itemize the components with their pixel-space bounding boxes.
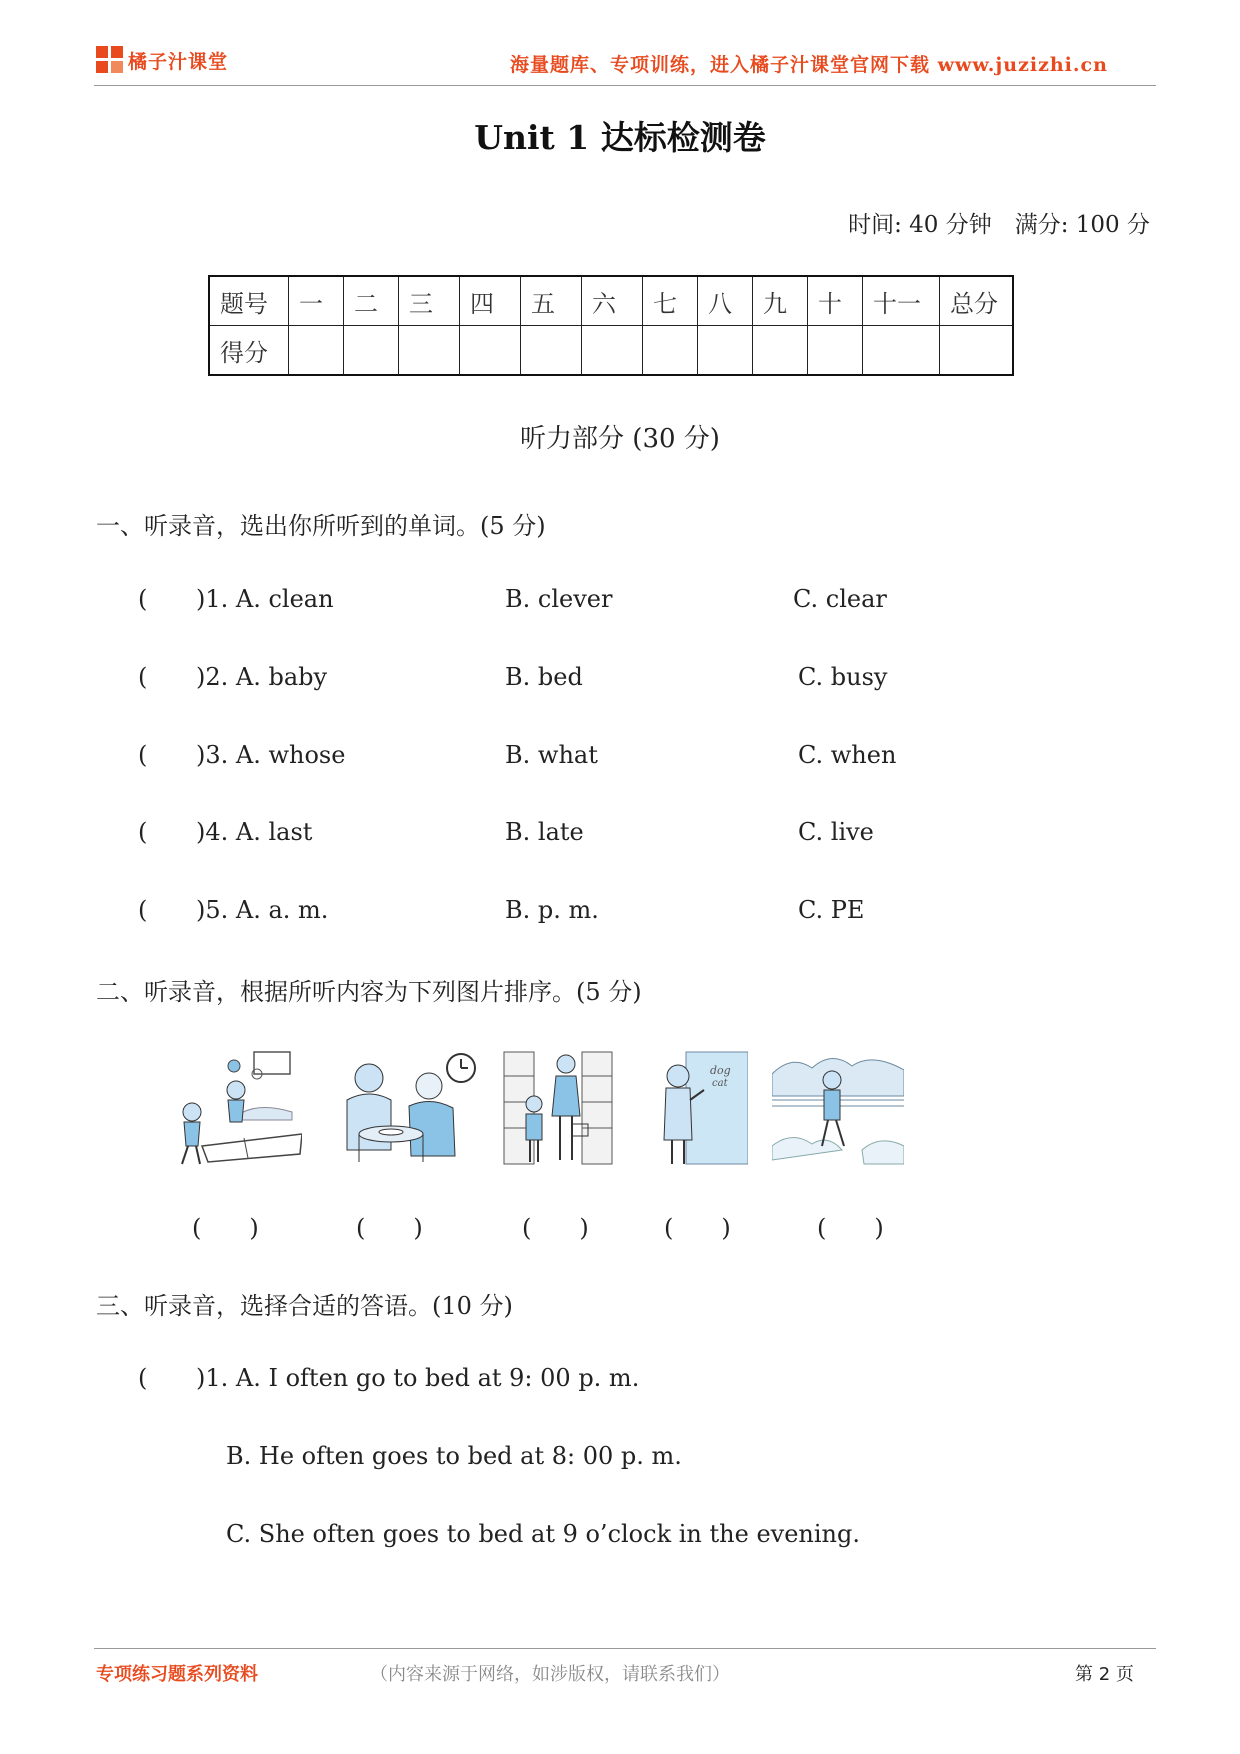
- score-input-cell[interactable]: [808, 326, 863, 376]
- q1-item-2-option-b: B. bed: [505, 663, 583, 691]
- picture-boy-walking-outdoors: [772, 1050, 904, 1166]
- footer-divider: [94, 1648, 1156, 1649]
- q1-item-1-option-c: C. clear: [793, 585, 887, 613]
- q1-item-2-option-a: )2. A. baby: [196, 663, 328, 691]
- page-title: Unit 1 达标检测卷: [474, 118, 766, 157]
- table-cell: 十一: [863, 276, 940, 326]
- q1-item-5-option-b: B. p. m.: [505, 896, 599, 924]
- table-cell: 七: [643, 276, 698, 326]
- logo-squares-icon: [96, 46, 124, 74]
- answer-paren[interactable]: (: [138, 1364, 148, 1392]
- table-cell: 五: [521, 276, 582, 326]
- table-cell: 三: [399, 276, 460, 326]
- brand-logo[interactable]: [96, 44, 228, 76]
- answer-paren[interactable]: (: [138, 896, 148, 924]
- footer-copyright-note: （内容来源于网络，如涉版权，请联系我们）: [370, 1664, 730, 1685]
- blackboard-word-dog: dog: [710, 1064, 731, 1077]
- q1-item-3-option-b: B. what: [505, 741, 598, 769]
- blackboard-word-cat: cat: [712, 1078, 728, 1089]
- q1-item-1-option-b: B. clever: [505, 585, 613, 613]
- q1-item-5-option-a: )5. A. a. m.: [196, 896, 329, 924]
- header-slogan[interactable]: 海量题库、专项训练，进入橘子汁课堂官网下载 www.juzizhi.cn: [510, 54, 1108, 76]
- logo-text: 橘子汁课堂: [128, 50, 229, 73]
- q1-item-4-option-a: )4. A. last: [196, 818, 313, 846]
- listening-section-title: 听力部分 (30 分): [520, 424, 720, 454]
- q1-item-1-option-a: )1. A. clean: [196, 585, 334, 613]
- q1-item-3-option-c: C. when: [798, 741, 897, 769]
- table-cell: 一: [289, 276, 344, 326]
- score-input-cell[interactable]: [643, 326, 698, 376]
- footer-series-label: 专项练习题系列资料: [96, 1664, 258, 1685]
- q1-item-4-option-b: B. late: [505, 818, 584, 846]
- score-input-cell[interactable]: [940, 326, 1014, 376]
- score-input-cell[interactable]: [698, 326, 753, 376]
- score-input-cell[interactable]: [460, 326, 521, 376]
- question-1-title: 一、听录音，选出你所听到的单词。(5 分): [96, 512, 546, 540]
- table-cell: 四: [460, 276, 521, 326]
- table-cell: 总分: [940, 276, 1014, 326]
- time-and-full-score: 时间: 40 分钟 满分: 100 分: [848, 212, 1150, 238]
- picture-mother-child-shopping: [502, 1050, 614, 1166]
- score-input-cell[interactable]: [289, 326, 344, 376]
- q1-item-2-option-c: C. busy: [798, 663, 888, 691]
- table-cell: 二: [344, 276, 399, 326]
- picture-5-answer-paren[interactable]: ( ): [817, 1214, 884, 1242]
- score-input-cell[interactable]: [582, 326, 643, 376]
- score-table-header-row: [209, 276, 1013, 326]
- score-table-score-row: [209, 326, 1013, 376]
- score-input-cell[interactable]: [863, 326, 940, 376]
- table-cell: 八: [698, 276, 753, 326]
- question-2-title: 二、听录音，根据所听内容为下列图片排序。(5 分): [96, 978, 642, 1006]
- answer-paren[interactable]: (: [138, 585, 148, 613]
- table-cell: 六: [582, 276, 643, 326]
- q1-item-4-option-c: C. live: [798, 818, 874, 846]
- picture-kids-playing-sports: [172, 1050, 302, 1166]
- q1-item-3-option-a: )3. A. whose: [196, 741, 346, 769]
- table-cell: 十: [808, 276, 863, 326]
- q3-item-1-option-c: C. She often goes to bed at 9 o’clock in the evening.: [226, 1520, 860, 1548]
- picture-grandparents-eating: [333, 1050, 478, 1166]
- table-cell: 九: [753, 276, 808, 326]
- q3-item-1-option-b: B. He often goes to bed at 8: 00 p. m.: [226, 1442, 682, 1470]
- q3-item-1-option-a: )1. A. I often go to bed at 9: 00 p. m.: [196, 1364, 640, 1392]
- picture-1-answer-paren[interactable]: ( ): [192, 1214, 259, 1242]
- answer-paren[interactable]: (: [138, 818, 148, 846]
- score-input-cell[interactable]: [753, 326, 808, 376]
- picture-2-answer-paren[interactable]: ( ): [356, 1214, 423, 1242]
- table-cell: 得分: [209, 326, 289, 376]
- q1-item-5-option-c: C. PE: [798, 896, 865, 924]
- header-divider: [94, 85, 1156, 86]
- score-input-cell[interactable]: [399, 326, 460, 376]
- score-input-cell[interactable]: [344, 326, 399, 376]
- score-table: [208, 275, 1014, 376]
- table-cell: 题号: [209, 276, 289, 326]
- answer-paren[interactable]: (: [138, 741, 148, 769]
- picture-3-answer-paren[interactable]: ( ): [522, 1214, 589, 1242]
- score-input-cell[interactable]: [521, 326, 582, 376]
- picture-4-answer-paren[interactable]: ( ): [664, 1214, 731, 1242]
- page-number: 第 2 页: [1075, 1664, 1134, 1685]
- answer-paren[interactable]: (: [138, 663, 148, 691]
- question-3-title: 三、听录音，选择合适的答语。(10 分): [96, 1292, 513, 1320]
- picture-girl-at-blackboard: [656, 1050, 748, 1166]
